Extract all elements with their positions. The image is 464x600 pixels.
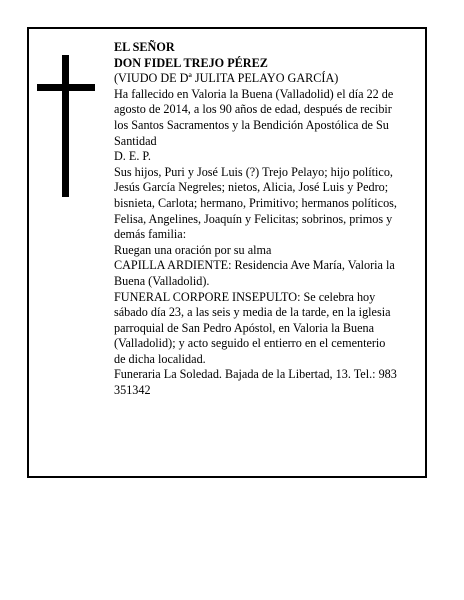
widower-line: (VIUDO DE Dª JULITA PELAYO GARCÍA) (114, 71, 339, 86)
cross-icon-vertical-bar (62, 55, 69, 197)
funeral-info: FUNERAL CORPORE INSEPULTO: Se celebra hoy sábado día 23, a las seis y media de la tarde, en la iglesia parroquial de San Pedro Apóstol, en Valoria la Buena (Valladolid); y acto seguido el entierro en el cementerio de dicha localidad. (114, 289, 391, 366)
funeral-home-info: Funeraria La Soledad. Bajada de la Libertad, 13. Tel.: 983 351342 (114, 367, 397, 398)
deceased-name: DON FIDEL TREJO PÉREZ (114, 55, 268, 70)
prayer-request: Ruegan una oración por su alma (114, 242, 272, 257)
family-list: Sus hijos, Puri y José Luis (?) Trejo Pelayo; hijo político, Jesús García Negreles; nietos, Alicia, José Luis y Pedro; bisnieta, Carlota; hermano, Primitivo; hermanos políticos, Felisa, Angelines, Joaquín y Felicitas; sobrinos, primos y demás familia: (114, 164, 397, 242)
dep-line: D. E. P. (114, 149, 151, 164)
cross-icon-horizontal-bar (37, 84, 95, 91)
obituary-text (114, 40, 398, 399)
chapel-info: CAPILLA ARDIENTE: Residencia Ave María, Valoria la Buena (Valladolid). (114, 258, 395, 288)
title-line: EL SEÑOR (114, 40, 175, 54)
death-announcement: Ha fallecido en Valoria la Buena (Valladolid) el día 22 de agosto de 2014, a los 90 años de edad, después de recibir los Santos Sacramentos y la Bendición Apostólica de Su Santidad (114, 86, 394, 148)
